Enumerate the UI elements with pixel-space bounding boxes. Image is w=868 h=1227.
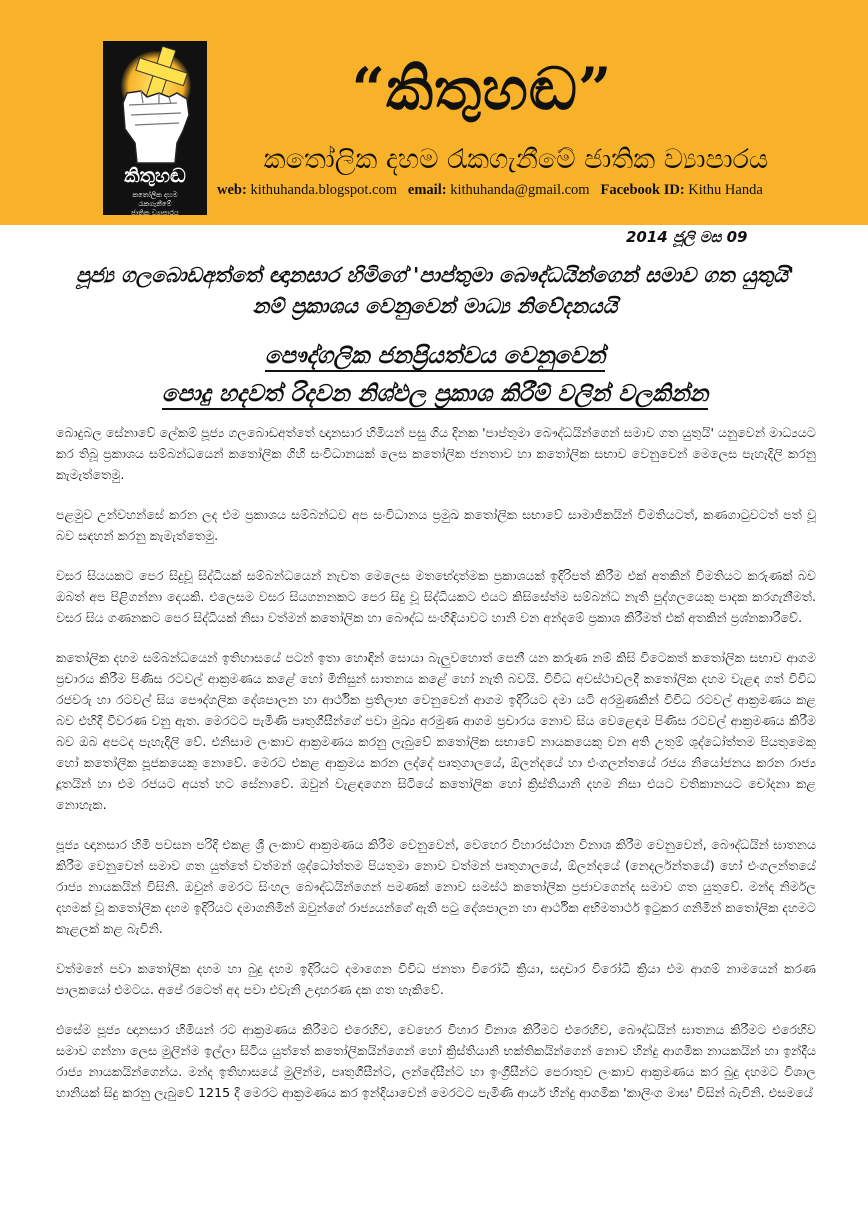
paragraph: බොදුබල සේනාවේ ලේකම් පූජ්‍ය ගලබොඩඅත්තේ ඥානසාර හිමියන් පසු ගිය දිනක 'පාප්තුමා බෞද්ධයින්ගෙන් සමාව ගත යුතුයි' යනුවෙන් මාධ්‍යයට කර තිබූ ප්‍රකාශය සම්බන්ධයෙන් කතෝලික ගිහි සංවිධානයක් ලෙස කතෝලික ජනතාව හා කතෝලික සභාව වෙනුවෙන් මෙලෙස පැහැදිලි කරනු කැමැත්තෙමු. bbox=[56, 425, 816, 482]
paragraph: පූජ්‍ය ඥානසාර හිමි පවසන පරිදි එකළ ශ්‍රී ලංකාව ආක්‍රමණය කිරීම වෙනුවෙන්, වෙහෙර විහාරස්ථාන විනාශ කිරීම වෙනුවෙන්, බෞද්ධයින් ඝාතනය කිරීම වෙනුවෙන් සමාව ගත යුත්තේ වත්මන් ශුද්ධෝත්තම පියතුමා නොව වත්මන් පෘතුගාලයේ, ඕලන්දයේ (නෙදර්ලන්තයේ) හෝ එංගලන්තයේ රාජ්‍ය නායකයින් විසිනි. ඔවුන් මෙරට සිංහල බෞද්ධයින්ගෙන් පමණක් නොව සමස්ථ කතෝලික ප්‍රජාවගෙන්ද සමාව ගත යුතුවේ. මන්ද නිර්මල දහමක් වූ කතෝලික දහම ඉදිරියට දමාගනිමින් ඔවුන්ගේ රාජ්‍යයන්ගේ ඇති පටු දේශපාලන හා ආර්ථික අභිමතාර්ථ ඉටුකර ගනිමින් කතෝලික දහමට කැළලක් කළ බැවිනි. bbox=[56, 837, 816, 936]
document-body bbox=[56, 422, 816, 1122]
paragraph: වත්මනේ පවා කතෝලික දහම හා බුදු දහම ඉදිරියට දමාගෙන විවිධ ජනතා විරෝධී ක්‍රියා, සදාචාර විරෝධී ක්‍රියා එම ආගම් නාමයෙන් කරණ පාලකයෝ එමටය. අපේ රටෙත් අද පවා එවැනි උදාහරණ දක ගත හැකිවේ. bbox=[56, 961, 816, 997]
facebook-label: Facebook ID: bbox=[600, 182, 685, 198]
document-date: 2014 ජූලි මස 09 bbox=[626, 228, 748, 246]
brand-name: “කිතුහඬ” bbox=[351, 55, 613, 123]
document-title: පූජ්‍ය ගලබොඩඅත්තේ ඥානසාර හිමිගේ 'පාප්තුමා බෞද්ධයින්ගෙන් සමාව ගත යුතුයි' නම් ප්‍රකාශය වෙනුවෙන් මාධ්‍ය නිවේදනයයි bbox=[75, 263, 795, 318]
web-label: web: bbox=[217, 182, 247, 198]
contact-line bbox=[217, 182, 837, 199]
logo-title: කිතුහඬ bbox=[124, 165, 186, 187]
paragraph: පළමුව උන්වහන්සේ කරන ලද එම ප්‍රකාශය සම්බන්ධව අප සංවිධානය ප්‍රමුඛ කතෝලික සභාවේ සාමාජිකයින් විමතියටත්, කණගාටුවටත් පත් වූ බව සඳහන් කරනු කැමැත්තෙමු. bbox=[56, 507, 816, 543]
fist-holding-cross-icon bbox=[107, 43, 207, 165]
paragraph: කතෝලික දහම සම්බන්ධයෙන් ඉතිහාසයේ පටන් ඉතා හොඳින් සොයා බැලුවහොත් පෙනී යන කරුණ නම් කිසි විටෙකත් කතෝලික සභාව ආගම ප්‍රචාරය කිරීම පිණිස රටවල් ආක්‍රමණය කළේ හෝ මිනිසුන් ඝාතනය කළේ හෝ නැති බවයි. විවිධ අවස්ථාවලදී කතෝලික දහම වැළඳ ගත් විවිධ රජවරු හා රටවල් සිය පෞද්ගලික දේශපාලන හා ආර්ථික ප්‍රතිලාභ වෙනුවෙන් ආගම ඉදිරියට දමා යටි අරමුණකින් විවිධ රටවල් ආක්‍රමණය කළ බව එහිදී විවරණ වනු ඇත. මෙරටට පැමිණි පෘතුගීසීන්ගේ පවා මුඛ්‍ය අරමුණ ආගම ප්‍රචාරය නොව සිය වෙළෙඳාම පිණිස රටවල් ආක්‍රමණය කිරීම බව ඔබ අපටද පැහැදිලි වේ. එනිසාම ලංකාව ආක්‍රමණය කරනු ලැබුවේ කතෝලික සභාවේ නායකයෙකු වන අති උතුම් ශුද්ධෝත්තම පියතුමෙකු හෝ කතෝලික පූජකයෙකු නොවේ. මෙරට එකළ ආක්‍රමය කරන ලද්දේ පෘතුගාලයේ, ඕලන්දයේ හා එංගලන්තයේ රජය නියෝජනය කරන රාජ්‍ය දූතයින් හා එම රජයට අයත් හට සේනාවේ. ඔවුන් වැළඳගෙන සිටියේ කතෝලික හෝ ක්‍රිස්තියානි දහම නිසා එයට වතිකානයට චෝදනා කළ නොහැක. bbox=[56, 650, 816, 812]
facebook-id: Kithu Handa bbox=[688, 182, 763, 198]
organization-name: කතෝලික දහම රැකගැනීමේ ජාතික ව්‍යාපාරය bbox=[263, 144, 769, 175]
email-link[interactable]: kithuhanda@gmail.com bbox=[450, 182, 590, 198]
logo bbox=[101, 39, 209, 217]
paragraph: එසේම පූජ්‍ය ඥානසාර හිමියන් රට ආක්‍රමණය කිරීමට එරෙහිව, වෙහෙර විහාර විනාශ කිරීමට එරෙහිව, බෞද්ධයින් ඝාතනය කිරීමට එරෙහිව සමාව ගන්නා ලෙස මුලින්ම ඉල්ලා සිටිය යුත්තේ කතෝලිකයින්ගෙන් හෝ ක්‍රිස්තියානි භක්තිකයින්ගෙන් නොව හින්දු ආගමික නායකයින් හා ඉන්දීය රාජ්‍ය නායකයින්ගෙන්ය. මන්ද ඉතිහාසයේ මුලින්ම, පෘතුගීසීන්ට, ලන්දේසීන්ට හා ඉංග්‍රීසීන්ට පෙරාතුව ලංකාව ආක්‍රමණය කර බුදු දහමට විශාල හානියක් සිදු කරනු ලැබුවේ 1215 දී මෙරට ආක්‍රමණය කර ඉන්දියාවෙන් මෙරටට පැමිණි ආර්ය හින්දු ආගමික 'කාලිංග මාඝ' විසින් බැවිනි. එසමයේ bbox=[56, 1022, 816, 1100]
subtitle-2-text: පොදු හදවත් රිදවන නිශ්ඵල ප්‍රකාශ කිරීම් වලින් වලකින්න bbox=[162, 381, 708, 410]
subtitle-1 bbox=[60, 340, 810, 372]
logo-subtitle: කතෝලික දහම රැකගැනීමේ ජාතික ව්‍යාපාරය bbox=[131, 191, 179, 217]
letterhead bbox=[0, 0, 868, 225]
subtitle-1-text: පෞද්ගලික ජනප්‍රියත්වය වෙනුවෙන් bbox=[265, 343, 606, 372]
web-link[interactable]: kithuhanda.blogspot.com bbox=[250, 182, 398, 198]
paragraph: වසර සියයකට පෙර සිදුවූ සිද්ධියක් සම්බන්ධයෙන් නැවත මෙලෙස මතභේදාත්මක ප්‍රකාශයක් ඉදිරිපත් කිරීම එක් අතකින් විමතියට කරුණක් බව ඔබත් අප පිළිගන්නා දෙයකි. එලෙසම වසර සියගනනකට පෙර සිදු වූ සිද්ධියකට එයට කිසිසේත්ම සම්බන්ධ නැති පුද්ගලයෙකු පාදක කරගැනීමත්. වසර සිය ගණනකට පෙර සිද්ධියක් නිසා වත්මන් කතෝලික හා බෞද්ධ සංහිඳියාවට හානි වන අන්දමේ ප්‍රකාශ කිරීමත් එක් අතකින් ප්‍රශ්නකාරීවේ. bbox=[56, 568, 816, 625]
subtitle-2 bbox=[60, 378, 810, 410]
email-label: email: bbox=[407, 182, 447, 198]
